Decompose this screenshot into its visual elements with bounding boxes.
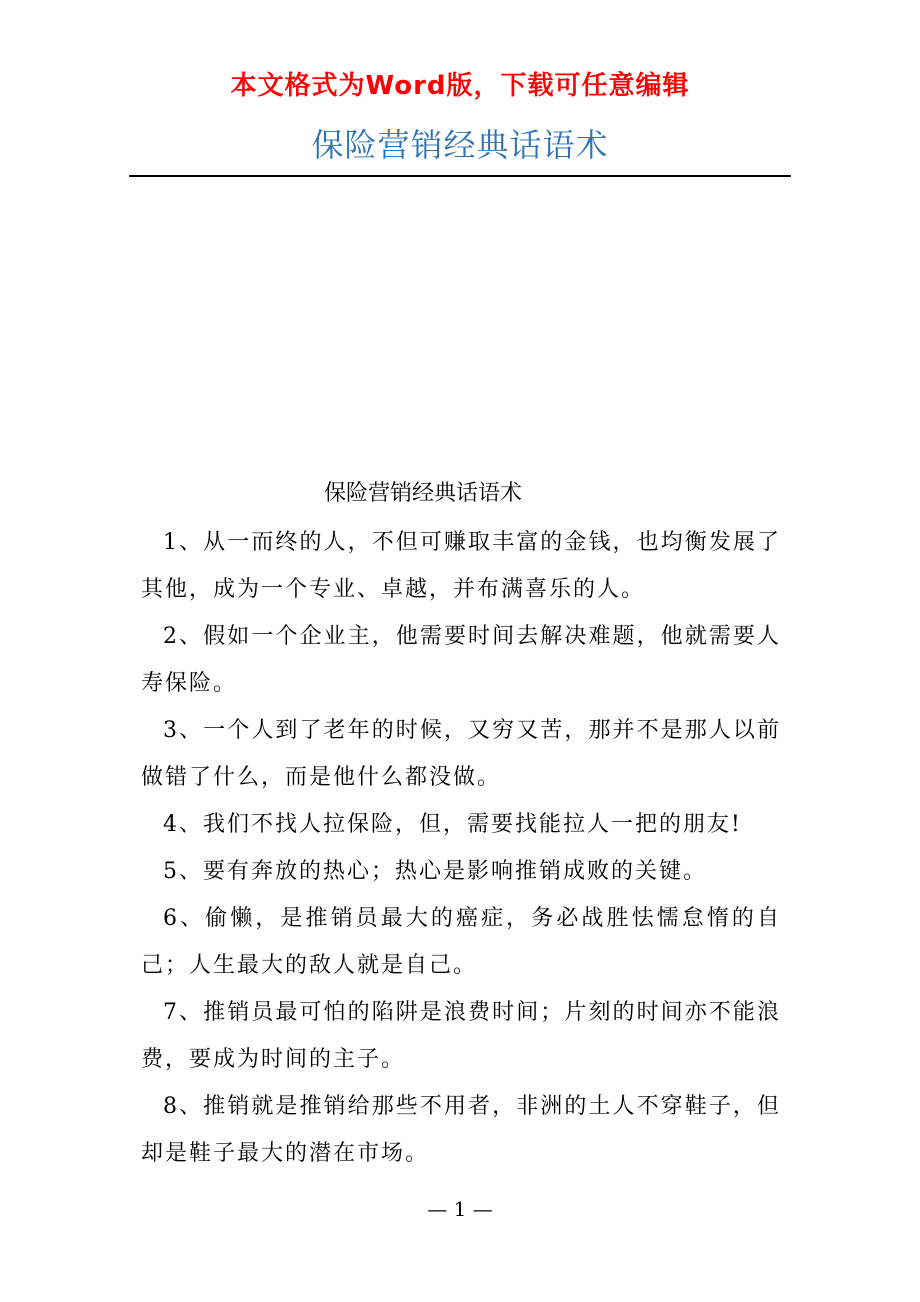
header-title: 保险营销经典话语术	[311, 126, 609, 164]
paragraph-2: 2、假如一个企业主，他需要时间去解决难题，他就需要人寿保险。	[141, 624, 781, 696]
paragraph-8: 8、推销就是推销给那些不用者，非洲的土人不穿鞋子，但却是鞋子最大的潜在市场。	[141, 1094, 781, 1166]
paragraph-7: 7、推销员最可怕的陷阱是浪费时间；片刻的时间亦不能浪费，要成为时间的主子。	[141, 1000, 781, 1072]
paragraph-1: 1、从一而终的人，不但可赚取丰富的金钱，也均衡发展了其他，成为一个专业、卓越，并布满喜乐的人。	[141, 530, 781, 602]
paragraph-5: 5、要有奔放的热心；热心是影响推销成败的关键。	[163, 859, 707, 884]
page-number: — 1 —	[427, 1197, 493, 1221]
paragraph-6: 6、偷懒，是推销员最大的癌症，务必战胜怯懦怠惰的自己；人生最大的敌人就是自己。	[141, 906, 781, 978]
header-divider	[129, 175, 791, 177]
paragraph-3: 3、一个人到了老年的时候，又穷又苦，那并不是那人以前做错了什么，而是他什么都没做。	[141, 718, 781, 790]
document-body	[141, 519, 781, 1177]
format-notice: 本文格式为Word版，下载可任意编辑	[230, 71, 690, 101]
paragraph-4: 4、我们不找人拉保险，但，需要找能拉人一把的朋友!	[163, 812, 742, 837]
document-title: 保险营销经典话语术	[323, 481, 522, 506]
